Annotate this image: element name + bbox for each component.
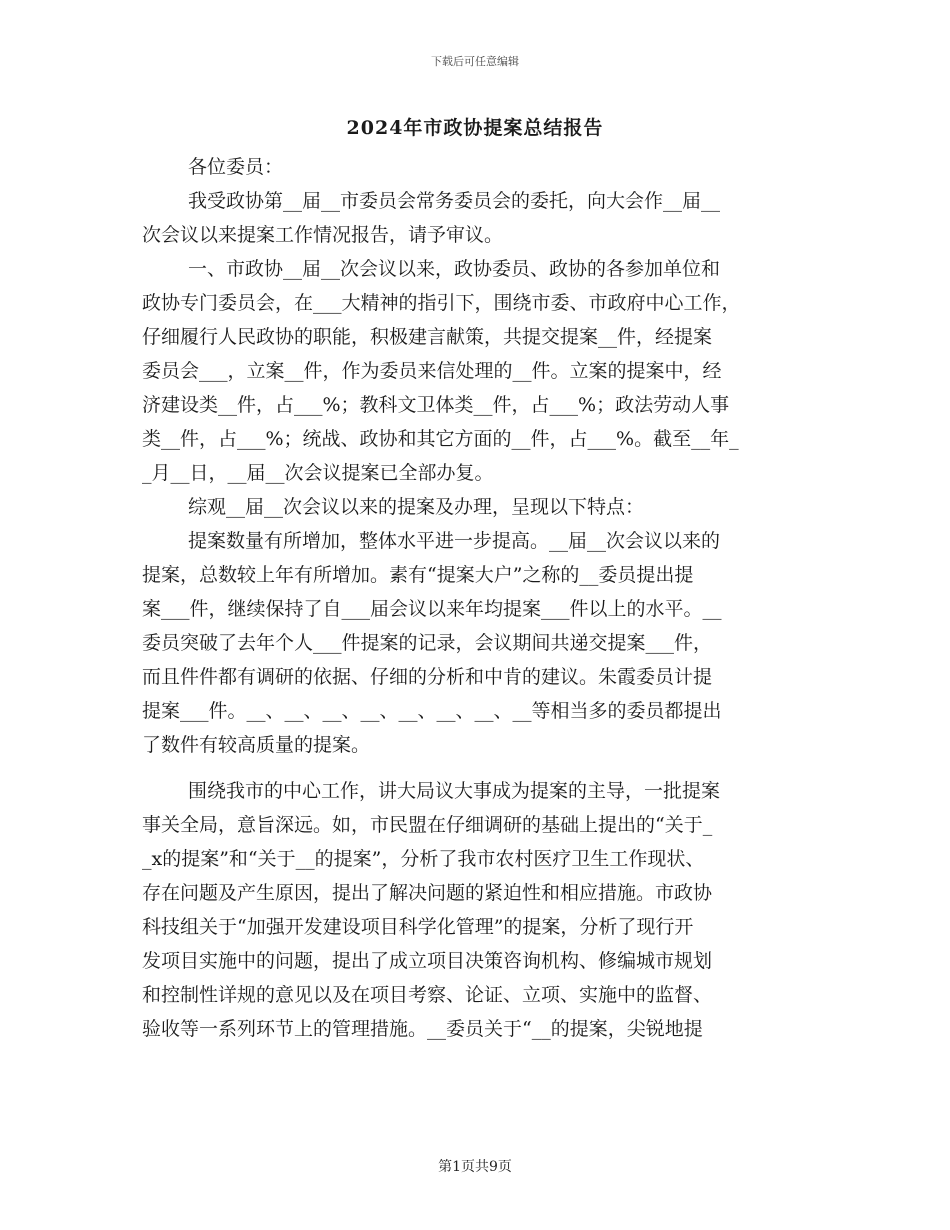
document-title: 2024年市政协提案总结报告 xyxy=(346,117,604,139)
page-footer: 第1页共9页 xyxy=(438,1159,512,1175)
paragraph-line: 提案数量有所增加，整体水平进一步提高。__届__次会议以来的 xyxy=(188,530,721,552)
paragraph-line: 科技组关于“加强开发建设项目科学化管理”的提案，分析了现行开 xyxy=(142,916,694,938)
paragraph-line: 综观__届__次会议以来的提案及办理，呈现以下特点： xyxy=(188,496,645,518)
paragraph-line: 委员会___，立案__件，作为委员来信处理的__件。立案的提案中，经 xyxy=(142,360,722,382)
paragraph-line: 类__件，占___%；统战、政协和其它方面的__件，占___%。截至__年_ xyxy=(142,428,739,450)
header-note: 下载后可任意编辑 xyxy=(431,55,519,68)
paragraph-line: 了数件有较高质量的提案。 xyxy=(142,734,371,756)
paragraph-line: 委员突破了去年个人___件提案的记录，会议期间共递交提案___件， xyxy=(142,632,713,654)
paragraph-line: 政协专门委员会，在___大精神的指引下，围绕市委、市政府中心工作， xyxy=(142,292,741,314)
paragraph-line: 验收等一系列环节上的管理措施。__委员关于“__的提案，尖锐地提 xyxy=(142,1018,703,1040)
paragraph-line: 仔细履行人民政协的职能，积极建言献策，共提交提案__件，经提案 xyxy=(142,326,713,348)
paragraph-line: 一、市政协__届__次会议以来，政协委员、政协的各参加单位和 xyxy=(188,258,721,280)
paragraph-line: 次会议以来提案工作情况报告，请予审议。 xyxy=(142,224,504,246)
paragraph-line: 案___件，继续保持了自___届会议以来年均提案___件以上的水平。__ xyxy=(142,598,722,620)
salutation-line: 各位委员： xyxy=(188,156,284,178)
paragraph-line: 事关全局，意旨深远。如，市民盟在仔细调研的基础上提出的“关于_ xyxy=(142,814,713,836)
paragraph-line: 我受政协第__届__市委员会常务委员会的委托，向大会作__届__ xyxy=(188,190,721,212)
paragraph-line: _月__日，__届__次会议提案已全部办复。 xyxy=(142,462,494,484)
paragraph-line: 和控制性详规的意见以及在项目考察、论证、立项、实施中的监督、 xyxy=(142,984,713,1006)
paragraph-line: 提案，总数较上年有所增加。素有“提案大户”之称的__委员提出提 xyxy=(142,564,694,586)
paragraph-line: _x的提案”和“关于__的提案”，分析了我市农村医疗卫生工作现状、 xyxy=(142,848,705,870)
document-body xyxy=(142,150,822,1046)
paragraph-line: 提案___件。__、__、__、__、__、__、__、__等相当多的委员都提出 xyxy=(142,700,722,722)
paragraph-line: 围绕我市的中心工作，讲大局议大事成为提案的主导，一批提案 xyxy=(188,780,721,802)
paragraph-line: 存在问题及产生原因，提出了解决问题的紧迫性和相应措施。市政协 xyxy=(142,882,713,904)
paragraph-line: 而且件件都有调研的依据、仔细的分析和中肯的建议。朱霞委员计提 xyxy=(142,666,713,688)
paragraph-line: 发项目实施中的问题，提出了成立项目决策咨询机构、修编城市规划 xyxy=(142,950,713,972)
paragraph-line: 济建设类__件，占___%；教科文卫体类__件，占___%；政法劳动人事 xyxy=(142,394,730,416)
